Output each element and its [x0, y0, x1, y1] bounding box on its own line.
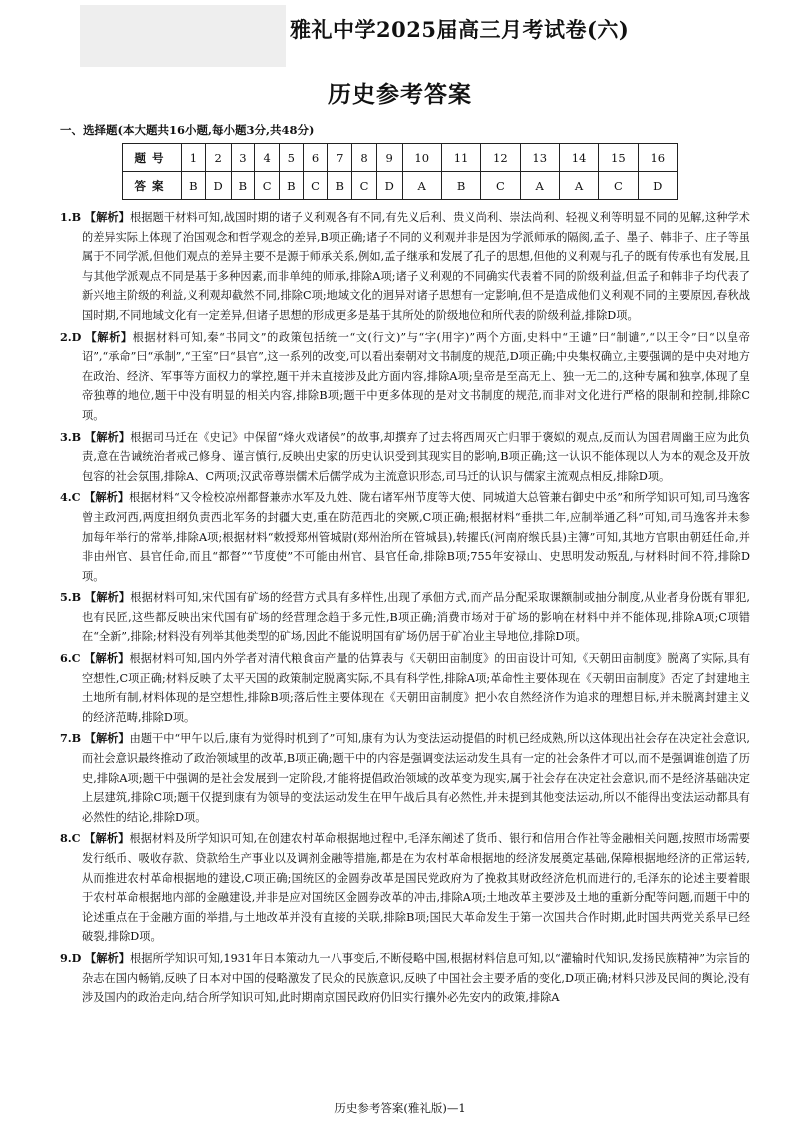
- item-number: 4.C: [60, 490, 81, 505]
- analysis-tag: 【解析】: [85, 330, 133, 344]
- question-number-cell: 3: [231, 144, 255, 172]
- analysis-tag: 【解析】: [85, 951, 130, 965]
- analysis-tag: 【解析】: [84, 591, 131, 605]
- analysis-tag: 【解析】: [84, 832, 130, 846]
- section-heading: 一、选择题(本大题共16小题,每小题3分,共48分): [60, 123, 315, 137]
- question-number-cell: 9: [376, 144, 402, 172]
- answer-cell: A: [520, 172, 559, 200]
- question-number-cell: 12: [481, 144, 520, 172]
- answer-cell: D: [638, 172, 677, 200]
- answer-row-label: 答案: [123, 172, 182, 200]
- analysis-item: [60, 949, 750, 1008]
- exam-title: 雅礼中学2025届高三月考试卷(六): [290, 17, 630, 42]
- redacted-school-name: [80, 5, 286, 67]
- analysis-tag: 【解析】: [84, 732, 130, 746]
- answer-cell: B: [279, 172, 303, 200]
- answer-cell: B: [231, 172, 255, 200]
- question-number-cell: 1: [182, 144, 206, 172]
- item-number: 7.B: [60, 731, 82, 746]
- question-number-cell: 11: [441, 144, 480, 172]
- answer-cell: B: [441, 172, 480, 200]
- answer-cell: C: [303, 172, 328, 200]
- analysis-list: [60, 208, 750, 1010]
- item-text: 根据材料可知,宋代国有矿场的经营方式具有多样性,出现了承佃方式,而产品分配采取课额制或抽分制度,从业者身份既有罪犯,也有民匠,这些都反映出宋代国有矿场的经营理念趋于多元性,B项正确;消费市场对于矿场的影响在材料中并不能体现,排除A项;C项错在“全新”,排除;材料没有列举其他类型的矿场,因此不能说明国有矿场仍居于矿冶业主导地位,排除D项。: [82, 591, 750, 644]
- answer-cell: B: [182, 172, 206, 200]
- analysis-item: [60, 829, 750, 947]
- page-footer: 历史参考答案(雅礼版)—1: [334, 1101, 466, 1115]
- item-text: 根据材料“又令检校凉州都督兼赤水军及九姓、陇右诸军州节度等大使、同城道大总管兼右御史中丞”和所学知识可知,司马逸客曾主政河西,两度担纲负责西北军务的封疆大吏,重在防范西北的突厥,C项正确;根据材料“垂拱二年,应制举通乙科”可知,司马逸客并未参加每年举行的常举,排除A项;根据材料“敕授郑州管城尉(郑州治所在管城县),转擢氏(河南府缑氏县)主簿”可知,其地方官职由朝廷任命,并非由州官、县官任命,而且“都督”“节度使”不可能由州官、县官任命,排除B项;755年安禄山、史思明发动叛乱,与材料时间不符,排除D项。: [82, 491, 750, 583]
- answer-cell: B: [328, 172, 352, 200]
- item-number: 8.C: [60, 831, 81, 846]
- page-title: 历史参考答案: [328, 81, 472, 108]
- number-row-label: 题号: [123, 144, 182, 172]
- analysis-tag: 【解析】: [84, 430, 131, 444]
- item-number: 9.D: [60, 950, 82, 965]
- question-number-cell: 4: [255, 144, 280, 172]
- question-number-cell: 15: [599, 144, 638, 172]
- item-number: 5.B: [60, 590, 82, 605]
- analysis-tag: 【解析】: [84, 652, 130, 666]
- question-number-cell: 14: [559, 144, 598, 172]
- analysis-item: [60, 208, 750, 326]
- analysis-tag: 【解析】: [84, 491, 130, 505]
- answer-table-answer-row: [123, 172, 678, 200]
- question-number-cell: 5: [279, 144, 303, 172]
- answer-cell: C: [481, 172, 520, 200]
- question-number-cell: 2: [205, 144, 231, 172]
- answer-table-number-row: [123, 144, 678, 172]
- question-number-cell: 7: [328, 144, 352, 172]
- question-number-cell: 10: [402, 144, 441, 172]
- question-number-cell: 6: [303, 144, 328, 172]
- answer-cell: A: [402, 172, 441, 200]
- answer-cell: A: [559, 172, 598, 200]
- item-number: 1.B: [60, 210, 82, 224]
- item-text: 根据材料可知,国内外学者对清代粮食亩产量的估算表与《天朝田亩制度》的田亩设计可知,《天朝田亩制度》脱离了实际,具有空想性,C项正确;材料反映了太平天国的政策制定脱离实际,不具有科学性,排除A项;革命性主要体现在《天朝田亩制度》否定了封建地主土地所有制,材料体现的是空想性,排除B项;落后性主要体现在《天朝田亩制度》把小农自然经济作为追求的理想目标,并未脱离封建主义的经济范畴,排除D项。: [82, 652, 751, 724]
- analysis-item: [60, 328, 750, 426]
- answer-cell: D: [376, 172, 402, 200]
- answer-cell: C: [599, 172, 638, 200]
- analysis-item: [60, 428, 750, 487]
- item-number: 2.D: [60, 329, 82, 344]
- analysis-item: [60, 729, 750, 827]
- question-number-cell: 8: [352, 144, 377, 172]
- item-number: 3.B: [60, 429, 82, 444]
- item-text: 由题干中“甲午以后,康有为觉得时机到了”可知,康有为认为变法运动提倡的时机已经成熟,所以这体现出社会存在决定社会意识,而社会意识最终推动了政治领域里的改革,B项正确;题干中的内容是强调变法运动发生具有一定的社会条件才可以,而不是强调谁创造了历史,排除A项;题干中强调的是社会发展到一定阶段,才能将提倡政治领域的改革变为现实,属于社会存在决定社会意识,而不是经济基础决定上层建筑,排除C项;题干仅提到康有为领导的变法运动发生在甲午战后具有必然性,并未提到其他变法运动,所以不能得出变法运动都具有必然性的结论,排除D项。: [82, 732, 750, 824]
- answer-table: [122, 143, 678, 200]
- item-text: 根据司马迁在《史记》中保留“烽火戏诸侯”的故事,却撰弃了过去将西周灭亡归罪于褒姒的观点,反而认为国君周幽王应为此负责,意在告诫统治者戒己修身、谨言慎行,反映出史家的历史认识受到其现实目的影响,B项正确;这一认识不能体现以人为本的观念及开放包容的社会氛围,排除A、C两项;汉武帝尊崇儒术后儒学成为主流意识形态,司马迁的认识与儒家主流观点相反,排除D项。: [82, 430, 750, 483]
- item-text: 根据材料及所学知识可知,在创建农村革命根据地过程中,毛泽东阐述了货币、银行和信用合作社等金融相关问题,按照市场需要发行纸币、吸收存款、贷款给生产事业以及调剂金融等措施,都是在为农村革命根据地的经济发展奠定基础,保障根据地经济的正常运转,从而推进农村革命根据地的建设,C项正确;国统区的金圆券改革是国民党政府为了挽救其财政经济危机而进行的,毛泽东的论述主要着眼于农村革命根据地内部的金融建设,并非是应对国统区金圆券改革的冲击,排除A项;土地改革主要涉及土地的重新分配等问题,而题干中的论述重点在于金融方面的举措,与土地改革并没有直接的关联,排除B项;国民大革命发生于第一次国共合作时期,此时国共两党关系早已经破裂,排除D项。: [82, 832, 751, 944]
- item-number: 6.C: [60, 651, 81, 666]
- item-text: 根据所学知识可知,1931年日本策动九一八事变后,不断侵略中国,根据材料信息可知,以“灌输时代知识,发扬民族精神”为宗旨的杂志在国内畅销,反映了日本对中国的侵略激发了民众的民族意识,反映了中国社会主要矛盾的变化,D项正确;材料只涉及民间的舆论,没有涉及国内的政治走向,结合所学知识可知,此时期南京国民政府仍旧实行攘外必先安内的政策,排除A: [82, 951, 750, 1005]
- question-number-cell: 16: [638, 144, 677, 172]
- answer-cell: C: [255, 172, 280, 200]
- analysis-item: [60, 488, 750, 586]
- item-text: 根据题干材料可知,战国时期的诸子义利观各有不同,有先义后利、贵义尚利、崇法尚利、轻视义利等明显不同的见解,这种学术的差异实际上体现了治国观念和哲学观念的差异,B项正确;诸子不同的义利观并非是因为学派师承的隔阂,孟子、墨子、韩非子、庄子等虽属于不同学派,但他们观点的差异主要不是源于师承关系,例如,孟子继承和发展了孔子的思想,但他的义利观与孔子的既有传承也有发展,且与其他学派观点不同是基于多种因素,而非单纯的师承,排除A项;诸子义利观的不同确实代表着不同的阶级利益,但孟子和韩非子均代表了新兴地主阶级的利益,义利观却截然不同,排除C项;地域文化的迥异对诸子思想有一定影响,但不是造成他们义利观不同的主要原因,春秋战国时期,不同地域文化有一定差异,但诸子思想的形成更多是基于其所处的阶级地位和所代表的阶级利益,排除D项。: [82, 211, 750, 322]
- item-text: 根据材料可知,秦“书同文”的政策包括统一“文(行文)”与“字(用字)”两个方面,史料中“王谴”曰“制谴”,“以王令”曰“以皇帝诏”,“承命”曰“承制”,“王室”曰“县官”,这一系列的改变,可以看出秦朝对文书制度的规范,D项正确;中央集权确立,主要强调的是中央对地方在政治、经济、军事等方面权力的掌控,题干并未直接涉及此方面内容,排除A项;皇帝是至高无上、独一无二的,这种专属和独享,体现了皇帝独尊的地位,题干中没有明显的相关内容,排除B项;题干中更多体现的是对文书制度的规范,而非对文化进行严格的限制和控制,排除C项。: [82, 330, 750, 422]
- answer-cell: D: [205, 172, 231, 200]
- analysis-tag: 【解析】: [84, 211, 130, 224]
- analysis-item: [60, 649, 750, 727]
- analysis-item: [60, 588, 750, 647]
- answer-cell: C: [352, 172, 377, 200]
- question-number-cell: 13: [520, 144, 559, 172]
